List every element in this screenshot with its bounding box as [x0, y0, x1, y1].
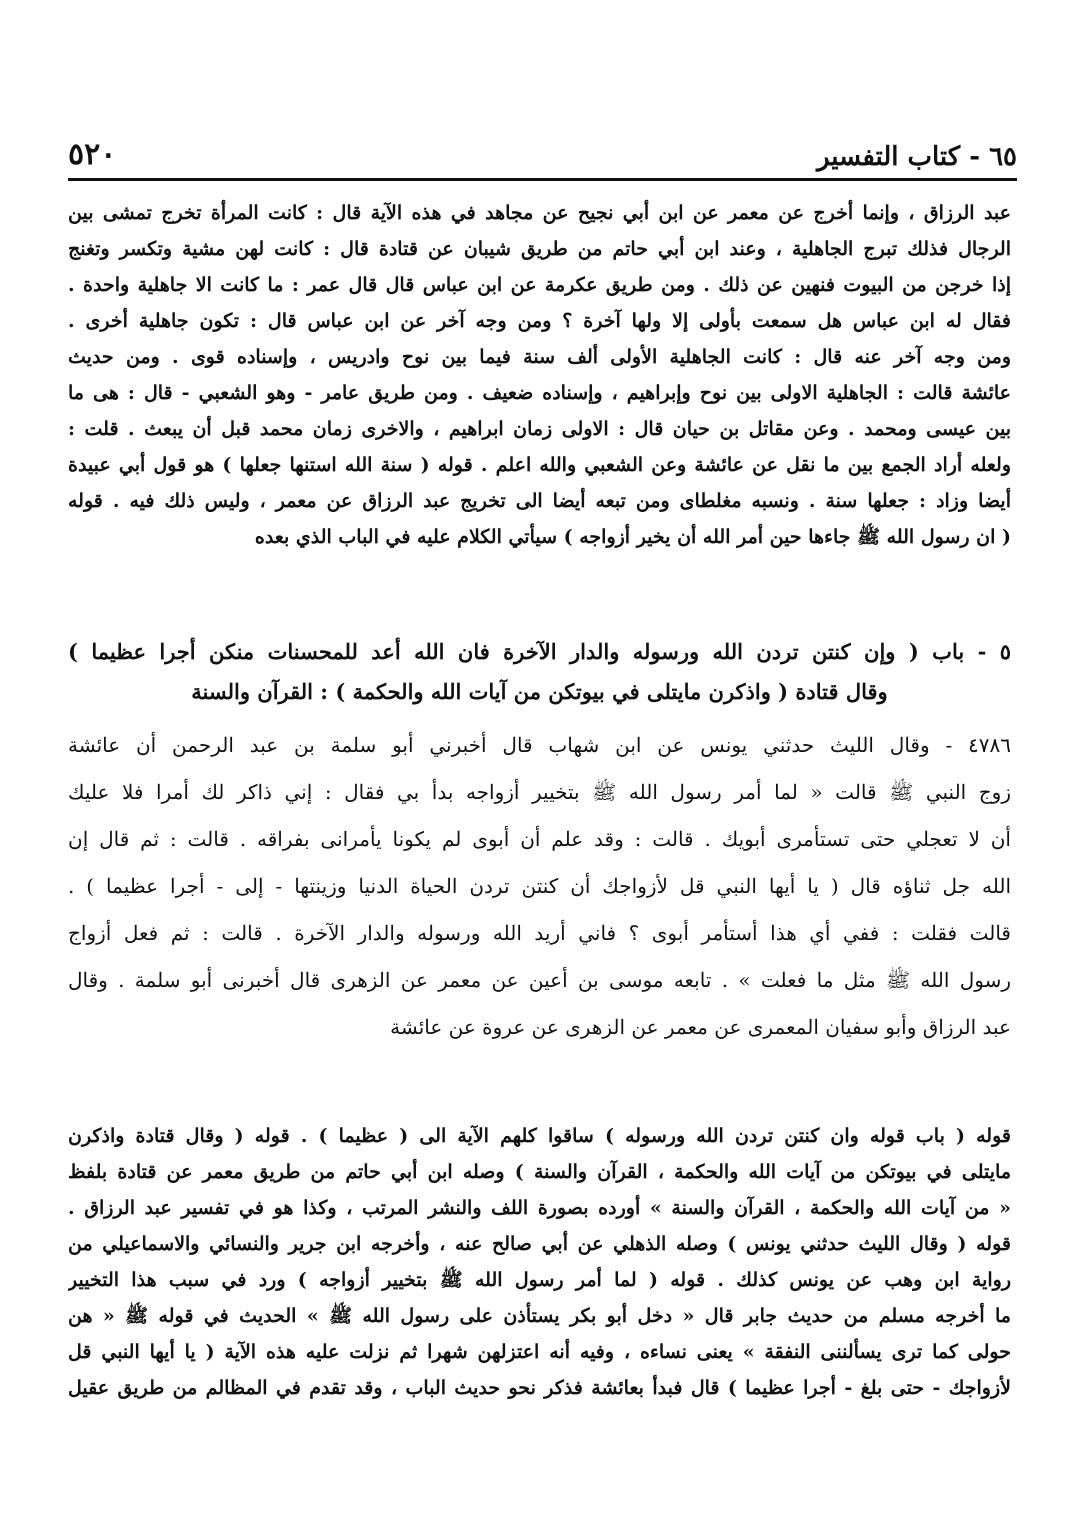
- text-line: ولعله أراد الجمع بين ما نقل عن عائشة وعن الشعبي والله اعلم . قوله ( سنة الله استنها جعلها ) هو قول أبي عبيدة: [68, 454, 1011, 476]
- text-line: « من آيات الله والحكمة ، القرآن والسنة » أورده بصورة اللف والنشر المرتب ، وكذا هو في تفسير عبد الرزاق .: [68, 1197, 1011, 1219]
- text-line: زوج النبي ﷺ قالت « لما أمر رسول الله ﷺ بتخيير أزواجه بدأ بي فقال : إني ذاكر لك أمرا فلا عليك: [68, 780, 1011, 804]
- text-line: أن لا تعجلي حتى تستأمرى أبويك . قالت : وقد علم أن أبوى لم يكونا يأمرانى بفراقه . قالت : ثم قال إن: [68, 827, 1011, 851]
- text-line: ٤٧٨٦ - وقال الليث حدثني يونس عن ابن شهاب قال أخبرني أبو سلمة بن عبد الرحمن أن عائشة: [68, 733, 1011, 757]
- text-line: قوله ( وقال الليث حدثني يونس ) وصله الذهلي عن أبي صالح عنه ، وأخرجه ابن جرير والنسائي والاسماعيلي من: [68, 1233, 1011, 1255]
- text-line: ( ان رسول الله ﷺ جاءها حين أمر الله أن يخير أزواجه ) سيأتي الكلام عليه في الباب الذي بعده: [254, 526, 1011, 548]
- text-line: الله جل ثناؤه قال ( يا أيها النبي قل لأزواجك أن كنتن تردن الحياة الدنيا وزينتها - إلى - أجرا عظيما ) .: [68, 874, 1011, 898]
- text-line: رسول الله ﷺ مثل ما فعلت » . تابعه موسى بن أعين عن معمر عن الزهرى قال أخبرنى أبو سلمة . وقال: [68, 968, 1011, 992]
- text-line: الرجال فذلك تبرج الجاهلية ، وعند ابن أبي حاتم من طريق شيبان عن قتادة قال : كانت لهن مشية وتكسر وتغنج: [68, 238, 1011, 260]
- text-line: ما أخرجه مسلم من حديث جابر قال « دخل أبو بكر يستأذن على رسول الله ﷺ » الحديث في قوله ﷺ « هن: [68, 1305, 1011, 1327]
- text-line: فقال له ابن عباس هل سمعت بأولى إلا ولها آخرة ؟ ومن وجه آخر عن ابن عباس قال : تكون جاهلية أخرى .: [68, 310, 1011, 332]
- chapter-subtitle: وقال قتادة ( واذكرن مايتلى في بيوتكن من آيات الله والحكمة ) : القرآن والسنة: [191, 679, 888, 704]
- text-line: عائشة قالت : الجاهلية الاولى بين نوح وإبراهيم ، وإسناده ضعيف . ومن طريق عامر - وهو الشعبي - قال : هى ما: [68, 382, 1011, 404]
- text-line: أيضا وزاد : جعلها سنة . ونسبه مغلطاى ومن تبعه أيضا الى تخريج عبد الرزاق عن معمر ، وليس ذلك فيه . قوله: [68, 490, 1011, 512]
- chapter-heading: [68, 632, 1011, 712]
- text-line: قالت فقلت : ففي أي هذا أستأمر أبوى ؟ فاني أريد الله ورسوله والدار الآخرة . قالت : ثم فعل أزواج: [68, 921, 1011, 945]
- text-line: إذا خرجن من البيوت فنهين عن ذلك . ومن طريق عكرمة عن ابن عباس قال قال عمر : ما كانت الا جاهلية واحدة .: [68, 274, 1011, 296]
- text-line: قوله ( باب قوله وان كنتن تردن الله ورسوله ) ساقوا كلهم الآية الى ( عظيما ) . قوله ( وقال قتادة واذكرن: [68, 1125, 1011, 1147]
- text-line: مايتلى في بيوتكن من آيات الله والحكمة ، القرآن والسنة ) وصله ابن أبي حاتم من طريق معمر عن قتادة بلفظ: [68, 1161, 1011, 1183]
- text-line: ومن وجه آخر عنه قال : كانت الجاهلية الأولى ألف سنة فيما بين نوح وادريس ، وإسناده قوى . ومن حديث: [68, 346, 1011, 368]
- text-line: حولى كما ترى يسألننى النفقة » يعنى نساءه ، وفيه أنه اعتزلهن شهرا ثم نزلت عليه هذه الآية ( يا أيها النبي قل: [68, 1341, 1011, 1363]
- commentary-bottom: [68, 1118, 1011, 1406]
- text-line: عبد الرزاق وأبو سفيان المعمرى عن معمر عن الزهرى عن عروة عن عائشة: [390, 1015, 1011, 1039]
- text-line: بين عيسى ومحمد . وعن مقاتل بن حيان قال : الاولى زمان ابراهيم ، والاخرى زمان محمد قبل أن يبعث . قلت :: [68, 418, 1011, 440]
- commentary-top: [68, 195, 1011, 555]
- text-line: رواية ابن وهب عن يونس كذلك . قوله ( لما أمر رسول الله ﷺ بتخيير أزواجه ) ورد في سبب هذا التخيير: [68, 1269, 1011, 1291]
- text-line: عبد الرزاق ، وإنما أخرج عن معمر عن ابن أبي نجيح عن مجاهد في هذه الآية قال : كانت المرأة تخرج تمشى بين: [68, 202, 1011, 224]
- running-title: ٦٥ - كتاب التفسير: [816, 142, 1017, 172]
- chapter-title: ٥ - باب ( وإن كنتن تردن الله ورسوله والدار الآخرة فان الله أعد للمحسنات منكن أجرا عظيما ): [68, 639, 1011, 664]
- hadith-text: [68, 722, 1011, 1051]
- text-line: لأزواجك - حتى بلغ - أجرا عظيما ) قال فبدأ بعائشة فذكر نحو حديث الباب ، وقد تقدم في المظالم من طريق عقيل: [68, 1377, 1011, 1399]
- page-number: ٥٢٠: [68, 137, 117, 172]
- page-header: [68, 138, 1017, 181]
